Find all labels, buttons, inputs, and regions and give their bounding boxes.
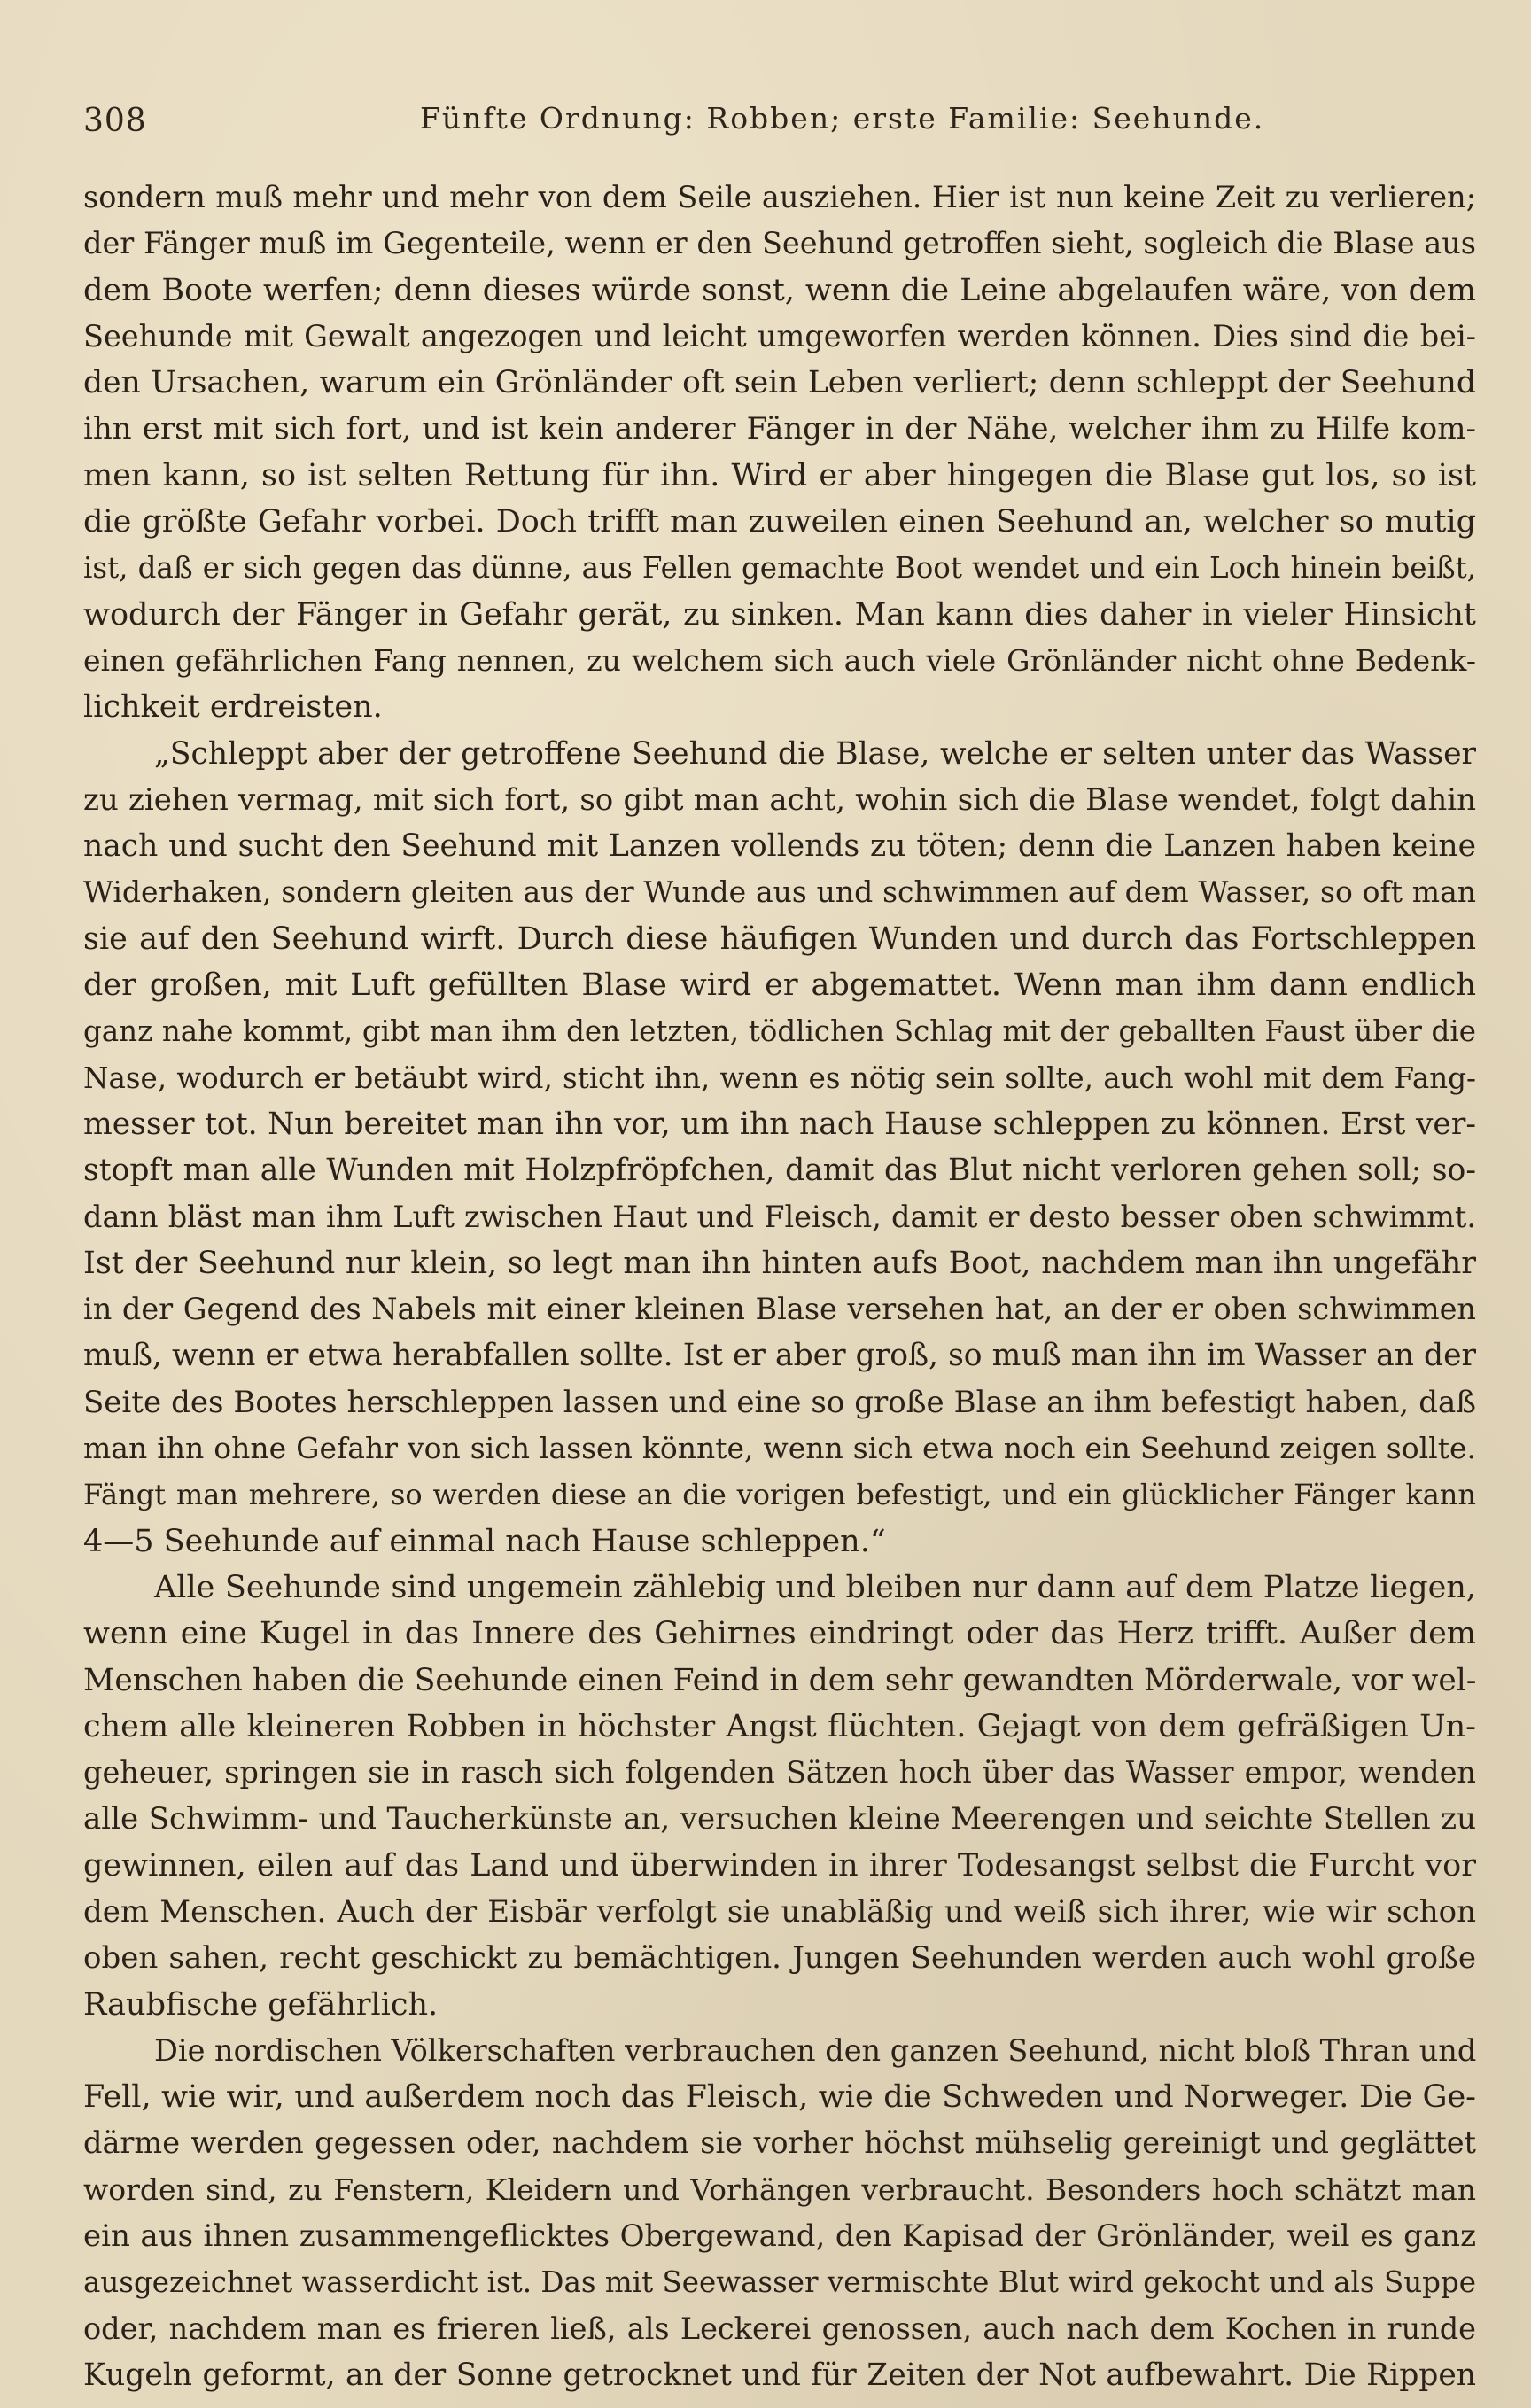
text-line: stopft man alle Wunden mit Holzpfröpfchen, damit das Blut nicht verloren gehen soll; so- — [83, 1153, 1476, 1189]
text-line: zu ziehen vermag, mit sich fort, so gibt man acht, wohin sich die Blase wendet, folgt dahin — [83, 781, 1476, 818]
text-line: muß, wenn er etwa herabfallen sollte. Ist er aber groß, so muß man ihn im Wasser an der — [83, 1338, 1476, 1374]
text-line: man ihn ohne Gefahr von sich lassen könnte, wenn sich etwa noch ein Seehund zeigen sollte. — [83, 1431, 1476, 1466]
text-line: alle Schwimm- und Taucherkünste an, versuchen kleine Meerengen und seichte Stellen zu — [83, 1801, 1476, 1837]
text-line: sie auf den Seehund wirft. Durch diese häufigen Wunden und durch das Fortschleppen — [83, 920, 1476, 957]
running-head: Fünfte Ordnung: Robben; erste Familie: Seehunde. — [420, 101, 1265, 136]
text-line: dann bläst man ihm Luft zwischen Haut und Fleisch, damit er desto besser oben schwimmt. — [83, 1199, 1476, 1234]
text-line: gewinnen, eilen auf das Land und überwinden in ihrer Todesangst selbst die Furcht vor — [83, 1847, 1476, 1884]
text-line: einen gefährlichen Fang nennen, zu welchem sich auch viele Grönländer nicht ohne Bedenk- — [83, 642, 1476, 678]
text-line: 4—5 Seehunde auf einmal nach Hause schleppen.“ — [83, 1523, 886, 1559]
text-line: dem Boote werfen; denn dieses würde sonst, wenn die Leine abgelaufen wäre, von dem — [83, 272, 1476, 308]
text-line: messer tot. Nun bereitet man ihn vor, um ihn nach Hause schleppen zu können. Erst ver- — [83, 1106, 1476, 1142]
body-text — [83, 175, 1476, 2398]
text-line: Nase, wodurch er betäubt wird, sticht ihn, wenn es nötig sein sollte, auch wohl mit dem Fang- — [83, 1060, 1476, 1095]
text-line: nach und sucht den Seehund mit Lanzen vollends zu töten; denn die Lanzen haben keine — [83, 828, 1476, 865]
text-line: ein aus ihnen zusammengeflicktes Obergewand, den Kapisad der Grönländer, weil es ganz — [83, 2218, 1476, 2255]
text-line: men kann, so ist selten Rettung für ihn. Wird er aber hingegen die Blase gut los, so ist — [83, 457, 1476, 493]
text-line: Raubfische gefährlich. — [83, 1986, 439, 2023]
text-line: ganz nahe kommt, gibt man ihm den letzten, tödlichen Schlag mit der geballten Faust über die — [83, 1014, 1476, 1049]
page-header — [83, 92, 1501, 145]
text-line: dem Menschen. Auch der Eisbär verfolgt sie unabläßig und weiß sich ihrer, wie wir schon — [83, 1893, 1476, 1930]
text-line: „Schleppt aber der getroffene Seehund die Blase, welche er selten unter das Wasser — [154, 735, 1476, 772]
text-line: oder, nachdem man es frieren ließ, als Leckerei genossen, auch nach dem Kochen in runde — [83, 2311, 1476, 2346]
text-line: ausgezeichnet wasserdicht ist. Das mit Seewasser vermischte Blut wird gekocht und als Suppe — [83, 2265, 1476, 2300]
text-line: Fängt man mehrere, so werden diese an die vorigen befestigt, und ein glücklicher Fänger kann — [83, 1478, 1476, 1512]
text-line: Seehunde mit Gewalt angezogen und leicht umgeworfen werden können. Dies sind die bei- — [83, 318, 1476, 353]
text-line: worden sind, zu Fenstern, Kleidern und Vorhängen verbraucht. Besonders hoch schätzt man — [83, 2171, 1476, 2207]
text-line: Menschen haben die Seehunde einen Feind in dem sehr gewandten Mörderwale, vor wel- — [83, 1662, 1477, 1698]
page-number: 308 — [83, 103, 147, 139]
text-line: chem alle kleineren Robben in höchster Angst flüchten. Gejagt von dem gefräßigen Un- — [83, 1708, 1476, 1744]
text-line: lichkeit erdreisten. — [83, 689, 383, 726]
text-line: Fell, wie wir, und außerdem noch das Fleisch, wie die Schweden und Norweger. Die Ge- — [83, 2079, 1476, 2116]
text-line: Ist der Seehund nur klein, so legt man ihn hinten aufs Boot, nachdem man ihn ungefähr — [83, 1245, 1476, 1281]
text-line: der großen, mit Luft gefüllten Blase wird er abgemattet. Wenn man ihm dann endlich — [83, 967, 1476, 1004]
text-line: Widerhaken, sondern gleiten aus der Wunde aus und schwimmen auf dem Wasser, so oft man — [83, 874, 1476, 910]
text-line: oben sahen, recht geschickt zu bemächtigen. Jungen Seehunden werden auch wohl große — [83, 1940, 1476, 1977]
text-line: wodurch der Fänger in Gefahr gerät, zu sinken. Man kann dies daher in vieler Hinsicht — [83, 596, 1476, 633]
text-line: därme werden gegessen oder, nachdem sie vorher höchst mühselig gereinigt und geglättet — [83, 2125, 1476, 2161]
text-line: die größte Gefahr vorbei. Doch trifft man zuweilen einen Seehund an, welcher so mutig — [83, 504, 1476, 540]
text-line: in der Gegend des Nabels mit einer kleinen Blase versehen hat, an der er oben schwimmen — [83, 1292, 1476, 1327]
text-line: geheuer, springen sie in rasch sich folgenden Sätzen hoch über das Wasser empor, wenden — [83, 1755, 1476, 1790]
text-line: wenn eine Kugel in das Innere des Gehirnes eindringt oder das Herz trifft. Außer dem — [83, 1616, 1476, 1652]
text-line: Seite des Bootes herschleppen lassen und eine so große Blase an ihm befestigt haben, daß — [83, 1384, 1476, 1420]
text-line: Alle Seehunde sind ungemein zählebig und bleiben nur dann auf dem Platze liegen, — [154, 1569, 1476, 1605]
text-line: ihn erst mit sich fort, und ist kein anderer Fänger in der Nähe, welcher ihm zu Hilfe kom- — [83, 411, 1476, 447]
text-line: den Ursachen, warum ein Grönländer oft sein Leben verliert; denn schleppt der Seehund — [83, 365, 1476, 401]
text-line: sondern muß mehr und mehr von dem Seile ausziehen. Hier ist nun keine Zeit zu verlieren; — [83, 180, 1476, 214]
text-line: der Fänger muß im Gegenteile, wenn er den Seehund getroffen sieht, sogleich die Blase aus — [83, 226, 1476, 261]
text-line: Kugeln geformt, an der Sonne getrocknet und für Zeiten der Not aufbewahrt. Die Rippen — [83, 2357, 1476, 2393]
text-line: ist, daß er sich gegen das dünne, aus Fellen gemachte Boot wendet und ein Loch hinein beißt, — [83, 551, 1476, 586]
text-line: Die nordischen Völkerschaften verbrauchen den ganzen Seehund, nicht bloß Thran und — [154, 2032, 1477, 2068]
